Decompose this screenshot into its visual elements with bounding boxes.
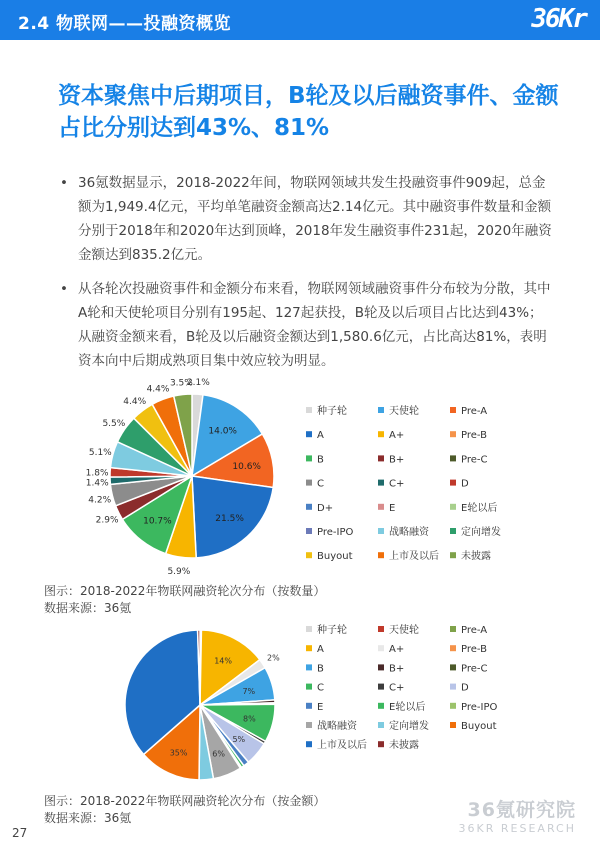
watermark-en: 36KR RESEARCH	[458, 822, 576, 835]
bullet-text: 36氪数据显示，2018-2022年间，物联网领域共发生投融资事件909起，总金额为1,949.4亿元，平均单笔融资金额高达2.14亿元。其中融资事件数量和金额分别于2018年和2020年达到顶峰，2018年发生融资事件231起，2020年融资金额达到835.2亿元。	[78, 175, 552, 263]
legend-swatch	[306, 722, 312, 728]
legend-label: Pre-B	[461, 430, 488, 442]
legend-label: A	[317, 644, 324, 656]
legend-label: E轮以后	[389, 701, 426, 713]
data-label: 7%	[242, 687, 256, 697]
legend-label: E	[317, 701, 324, 713]
bullet-dot-icon: •	[60, 281, 68, 297]
legend-label: 定向增发	[461, 527, 501, 538]
legend-label: 种子轮	[317, 406, 347, 417]
data-label: 4.4%	[123, 397, 147, 408]
legend-label: E	[389, 502, 396, 514]
legend-label: 战略融资	[389, 527, 429, 538]
legend-label: 定向增发	[389, 721, 429, 732]
data-label: 4.4%	[146, 384, 170, 395]
legend-label: A+	[389, 644, 405, 656]
pie-chart-by-amount	[0, 620, 600, 790]
legend-swatch	[450, 722, 456, 728]
pie-chart-by-count	[0, 376, 600, 576]
legend-swatch	[306, 684, 312, 690]
legend-swatch	[450, 407, 456, 413]
brand-logo: 36Kr	[531, 4, 586, 34]
data-label: 10.6%	[232, 462, 261, 472]
legend-swatch	[378, 645, 384, 651]
legend-label: Pre-IPO	[317, 527, 354, 538]
legend-swatch	[378, 684, 384, 690]
legend-label: 战略融资	[317, 721, 357, 732]
legend-label: 种子轮	[317, 625, 347, 636]
legend-swatch	[306, 455, 312, 461]
caption-source: 数据来源：36氪	[44, 811, 132, 825]
legend-swatch	[450, 504, 456, 510]
legend-label: B	[317, 663, 324, 675]
legend-swatch	[378, 741, 384, 747]
legend-swatch	[306, 645, 312, 651]
watermark	[459, 795, 576, 835]
legend-swatch	[450, 626, 456, 632]
legend-swatch	[450, 431, 456, 437]
legend-label: 天使轮	[389, 625, 419, 636]
data-label: 2.1%	[186, 378, 210, 389]
legend-swatch	[450, 664, 456, 670]
legend-label: B+	[389, 663, 405, 675]
legend-label: Pre-IPO	[461, 701, 498, 713]
legend-label: Pre-A	[461, 406, 488, 417]
bullet-text: 从各轮次投融资事件和金额分布来看，物联网领域融资事件分布较为分散，其中A轮和天使轮项目分别有195起、127起获投，B轮及以后项目占比达到43%；从融资金额来看，B轮及以后融资金额达到1,580.6亿元，占比高达81%，表明资本向中后期成熟项目集中效应较为明显。	[78, 281, 551, 369]
data-label: 3.5%	[169, 378, 193, 389]
legend-label: Pre-C	[461, 663, 488, 675]
legend-label: 上市及以后	[317, 740, 367, 752]
legend-swatch	[306, 741, 312, 747]
legend-label: Pre-B	[461, 644, 488, 656]
legend-label: D	[461, 682, 469, 694]
legend-swatch	[378, 703, 384, 709]
legend-label: C	[317, 478, 324, 490]
chart-caption	[44, 793, 325, 827]
bullet-list	[60, 171, 552, 383]
legend-label: C+	[389, 478, 405, 490]
legend-label: 未披露	[461, 551, 491, 563]
caption-title: 图示：2018-2022年物联网融资轮次分布（按金额）	[44, 794, 326, 808]
legend-label: 上市及以后	[389, 551, 439, 563]
legend-label: E轮以后	[461, 502, 498, 514]
legend-label: B+	[389, 454, 405, 466]
legend-label: Buyout	[317, 551, 353, 563]
legend-swatch	[306, 664, 312, 670]
legend-label: Pre-C	[461, 454, 488, 466]
caption-title: 图示：2018-2022年物联网融资轮次分布（按数量）	[44, 584, 326, 598]
legend-label: 未披露	[389, 740, 419, 752]
legend-label: 天使轮	[389, 406, 419, 417]
legend-swatch	[306, 626, 312, 632]
data-label: 2.9%	[95, 515, 119, 526]
bullet-item	[60, 171, 552, 267]
data-label: 5%	[232, 735, 246, 745]
legend-label: B	[317, 454, 324, 466]
legend-swatch	[450, 645, 456, 651]
legend-swatch	[378, 552, 384, 558]
legend-swatch	[378, 528, 384, 534]
legend-swatch	[306, 703, 312, 709]
legend-swatch	[378, 455, 384, 461]
legend-swatch	[378, 664, 384, 670]
bullet-item	[60, 277, 552, 373]
legend-label: C+	[389, 682, 405, 694]
legend-swatch	[378, 431, 384, 437]
legend-swatch	[306, 504, 312, 510]
data-label: 8%	[243, 714, 256, 724]
legend-swatch	[306, 480, 312, 486]
data-label: 1.8%	[85, 468, 109, 479]
data-label: 1.4%	[85, 478, 109, 489]
legend-swatch	[378, 480, 384, 486]
legend-swatch	[378, 407, 384, 413]
data-label: 35%	[169, 748, 188, 758]
page-number: 27	[12, 826, 28, 840]
legend-swatch	[450, 703, 456, 709]
data-label: 14%	[214, 656, 232, 666]
legend-label: Buyout	[461, 721, 497, 732]
legend-swatch	[450, 455, 456, 461]
data-label: 4.2%	[88, 495, 112, 506]
legend-swatch	[378, 722, 384, 728]
header-bar	[0, 0, 600, 40]
legend-swatch	[306, 431, 312, 437]
watermark-cn: 36氪研究院	[467, 799, 576, 821]
legend-swatch	[450, 552, 456, 558]
legend-swatch	[306, 552, 312, 558]
data-label: 6%	[212, 749, 225, 759]
data-label: 2%	[267, 653, 280, 663]
data-label: 10.7%	[143, 516, 172, 527]
data-label: 14.0%	[208, 426, 237, 437]
legend-swatch	[378, 626, 384, 632]
legend-label: Pre-A	[461, 625, 488, 636]
legend-swatch	[306, 407, 312, 413]
data-label: 21.5%	[215, 514, 244, 525]
data-label: 5.1%	[88, 448, 112, 458]
legend-swatch	[378, 504, 384, 510]
legend-label: D	[461, 478, 469, 490]
data-label: 5.9%	[167, 567, 191, 576]
page-headline: 资本聚焦中后期项目，B轮及以后融资事件、金额占比分别达到43%、81%	[58, 83, 559, 141]
legend-label: A+	[389, 430, 405, 442]
legend-swatch	[450, 684, 456, 690]
legend-swatch	[450, 528, 456, 534]
chart-caption	[44, 583, 325, 617]
legend-label: D+	[317, 502, 334, 514]
legend-swatch	[306, 528, 312, 534]
legend-swatch	[450, 480, 456, 486]
legend-label: C	[317, 682, 324, 694]
section-title: 2.4 物联网——投融资概览	[18, 14, 232, 34]
bullet-dot-icon: •	[60, 175, 68, 191]
legend-label: A	[317, 430, 324, 442]
caption-source: 数据来源：36氪	[44, 601, 132, 615]
data-label: 5.5%	[102, 418, 126, 429]
